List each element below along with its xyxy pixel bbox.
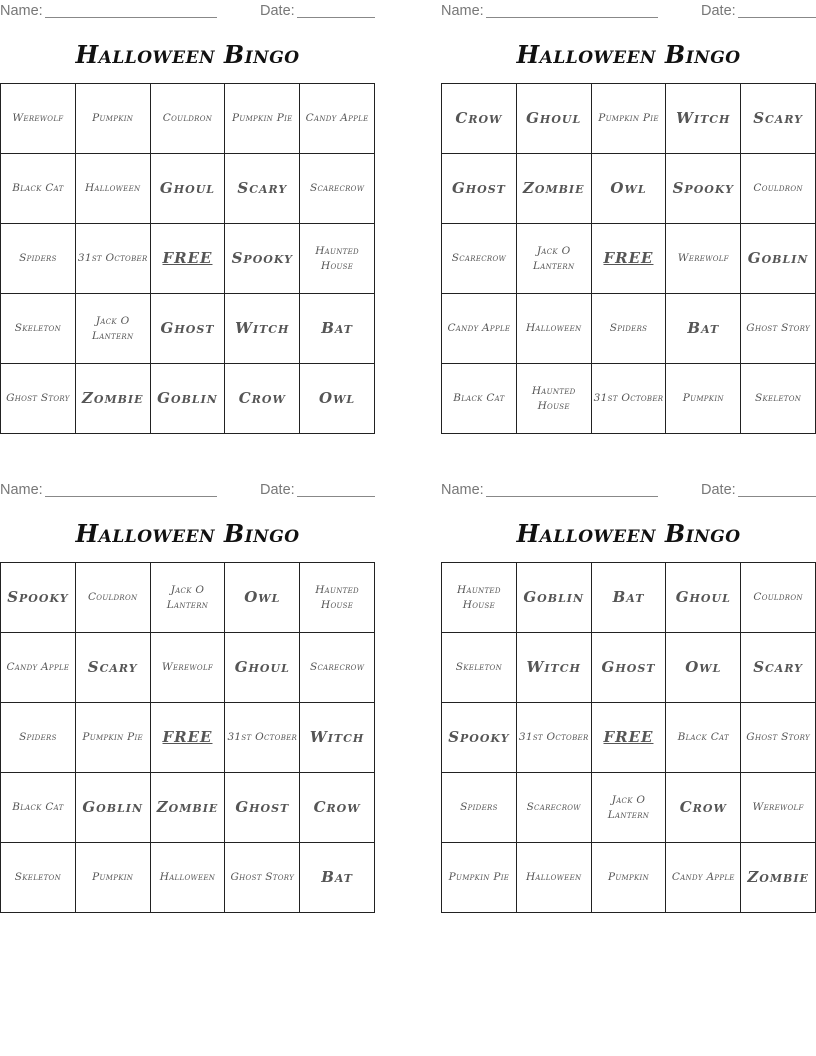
bingo-cell [517, 773, 592, 843]
bingo-cell-text: FREE [162, 728, 213, 746]
free-space-cell [592, 224, 667, 294]
bingo-cell [76, 84, 151, 154]
bingo-cell-text: Jack O Lantern [166, 583, 209, 611]
bingo-cell-text: Spooky [7, 588, 69, 606]
bingo-cell-text: Couldron [162, 112, 213, 124]
bingo-cell-text: Scary [753, 109, 803, 127]
bingo-cell-text: Owl [610, 179, 647, 197]
name-blank-line [45, 496, 217, 497]
bingo-cell [741, 563, 816, 633]
bingo-cell [225, 633, 300, 703]
bingo-cell [1, 633, 76, 703]
bingo-cell [442, 154, 517, 224]
bingo-cell-text: Jack O Lantern [532, 244, 575, 272]
bingo-cell [225, 154, 300, 224]
bingo-cell-text: FREE [603, 728, 654, 746]
bingo-cell [300, 84, 375, 154]
bingo-cell-text: Werewolf [161, 661, 214, 673]
bingo-cell-text: Crow [679, 798, 727, 816]
bingo-cell [741, 703, 816, 773]
bingo-cell [666, 154, 741, 224]
bingo-cell-text: Scarecrow [526, 801, 581, 813]
bingo-cell [76, 364, 151, 434]
bingo-cell [225, 364, 300, 434]
free-space-cell [151, 224, 226, 294]
bingo-cell-text: Crow [455, 109, 503, 127]
bingo-cell [442, 84, 517, 154]
bingo-cell [442, 563, 517, 633]
bingo-cell-text: Scary [753, 658, 803, 676]
bingo-cell-text: Owl [685, 658, 722, 676]
bingo-cell-text: Ghost [235, 798, 290, 816]
name-date-row [441, 2, 816, 20]
bingo-cell-text: Candy Apple [6, 661, 70, 673]
date-blank-line [297, 17, 375, 18]
bingo-cell-text: Zombie [522, 179, 585, 197]
bingo-cell-text: Halloween [525, 871, 582, 883]
bingo-cell-text: Bat [612, 588, 645, 606]
name-blank-line [486, 496, 658, 497]
bingo-cell-text: Spooky [448, 728, 510, 746]
name-date-row [0, 481, 375, 499]
bingo-cell [225, 224, 300, 294]
bingo-cell-text: Witch [526, 658, 581, 676]
bingo-cell-text: 31st October [77, 252, 148, 264]
bingo-cell [76, 294, 151, 364]
bingo-cell-text: Ghost Story [746, 731, 810, 743]
date-label: Date: [701, 482, 736, 498]
bingo-cell [666, 843, 741, 913]
bingo-cell [517, 364, 592, 434]
bingo-cell-text: Pumpkin Pie [448, 871, 510, 883]
free-space-cell [592, 703, 667, 773]
bingo-cell [741, 154, 816, 224]
bingo-cell-text: Ghoul [526, 109, 582, 127]
bingo-cell-text: Halloween [84, 182, 141, 194]
name-label: Name: [0, 482, 43, 498]
bingo-cell [300, 633, 375, 703]
bingo-cell [666, 773, 741, 843]
bingo-cell-text: Spooky [231, 249, 293, 267]
name-date-row [441, 481, 816, 499]
bingo-cell [517, 84, 592, 154]
bingo-cell [1, 703, 76, 773]
bingo-cell-text: Pumpkin [92, 871, 134, 883]
bingo-cell [1, 294, 76, 364]
bingo-cell [300, 843, 375, 913]
bingo-cell [151, 154, 226, 224]
bingo-cell [517, 294, 592, 364]
bingo-cell-text: Skeleton [14, 871, 62, 883]
bingo-cell [225, 84, 300, 154]
bingo-cell-text: Black Cat [677, 731, 729, 743]
bingo-cell-text: Skeleton [14, 322, 62, 334]
date-label: Date: [260, 482, 295, 498]
bingo-cell [76, 843, 151, 913]
bingo-cell [1, 224, 76, 294]
name-label: Name: [441, 482, 484, 498]
date-blank-line [738, 496, 816, 497]
bingo-cell [1, 843, 76, 913]
bingo-cell [151, 563, 226, 633]
bingo-cell-text: Bat [321, 868, 353, 886]
bingo-cell [76, 703, 151, 773]
bingo-cell-text: Jack O Lantern [91, 314, 134, 342]
bingo-cell-text: 31st October [227, 731, 298, 743]
bingo-cell-text: Scarecrow [309, 182, 365, 194]
bingo-cell [76, 224, 151, 294]
bingo-grid [441, 83, 816, 434]
bingo-cell [741, 224, 816, 294]
date-blank-line [297, 496, 375, 497]
bingo-cell-text: Crow [238, 389, 286, 407]
bingo-cell-text: FREE [162, 249, 213, 267]
bingo-cell [517, 843, 592, 913]
bingo-cell [741, 364, 816, 434]
bingo-cell-text: Goblin [157, 389, 218, 407]
bingo-cell-text: Candy Apple [447, 322, 511, 334]
bingo-cell [666, 633, 741, 703]
bingo-cell-text: Witch [676, 109, 731, 127]
bingo-cell [151, 633, 226, 703]
bingo-cell [442, 294, 517, 364]
bingo-cell-text: Crow [313, 798, 361, 816]
bingo-cell-text: Candy Apple [305, 112, 369, 124]
bingo-cell-text: Halloween [159, 871, 216, 883]
bingo-cell [76, 773, 151, 843]
bingo-cell [666, 563, 741, 633]
bingo-cell-text: Ghost [601, 658, 656, 676]
name-blank-line [45, 17, 217, 18]
bingo-cell [666, 224, 741, 294]
bingo-cell-text: Ghost Story [746, 322, 810, 334]
bingo-cell [592, 563, 667, 633]
bingo-cell-text: Pumpkin [682, 392, 724, 404]
bingo-cell [300, 224, 375, 294]
bingo-cell-text: Zombie [156, 798, 219, 816]
bingo-cell [225, 703, 300, 773]
bingo-cell-text: Ghoul [159, 179, 216, 197]
bingo-cell [592, 294, 667, 364]
bingo-cell [592, 364, 667, 434]
bingo-cell-text: Spiders [460, 801, 498, 813]
bingo-cell [517, 154, 592, 224]
bingo-cell [517, 633, 592, 703]
bingo-cell [1, 154, 76, 224]
name-label: Name: [0, 3, 43, 19]
bingo-cell-text: Spiders [19, 731, 57, 743]
date-blank-line [738, 17, 816, 18]
bingo-cell [442, 843, 517, 913]
bingo-cell [666, 84, 741, 154]
bingo-cell [666, 364, 741, 434]
bingo-grid [441, 562, 816, 913]
bingo-cell-text: Werewolf [12, 112, 64, 124]
bingo-cell [592, 633, 667, 703]
bingo-cell [225, 843, 300, 913]
name-date-row [0, 2, 375, 20]
bingo-cell [741, 294, 816, 364]
card-title: Halloween Bingo [75, 519, 300, 548]
bingo-cell [1, 84, 76, 154]
bingo-cell [442, 364, 517, 434]
bingo-cell [592, 773, 667, 843]
bingo-cell [225, 563, 300, 633]
bingo-grid [0, 83, 375, 434]
date-label: Date: [701, 3, 736, 19]
bingo-cell-text: 31st October [593, 392, 664, 404]
bingo-cell-text: Skeleton [455, 661, 503, 673]
name-label: Name: [441, 3, 484, 19]
bingo-cell [76, 563, 151, 633]
bingo-cell-text: Pumpkin Pie [598, 112, 659, 124]
bingo-cell-text: Pumpkin [92, 112, 134, 124]
bingo-cell-text: Ghost [451, 179, 506, 197]
bingo-cell-text: Ghoul [234, 658, 290, 676]
bingo-cell-text: Candy Apple [671, 871, 735, 883]
bingo-cell [151, 84, 226, 154]
bingo-cell-text: Ghost Story [6, 392, 70, 404]
bingo-cell-text: Skeleton [754, 392, 802, 404]
bingo-cell-text: Goblin [523, 588, 584, 606]
bingo-cell [517, 224, 592, 294]
bingo-cell [442, 703, 517, 773]
bingo-cell [225, 773, 300, 843]
bingo-cell [300, 154, 375, 224]
bingo-cell-text: Pumpkin [607, 871, 650, 883]
card-title: Halloween Bingo [516, 40, 741, 69]
bingo-cell-text: Couldron [753, 591, 803, 603]
bingo-cell-text: 31st October [518, 731, 589, 743]
bingo-cell-text: Witch [309, 728, 365, 746]
free-space-cell [151, 703, 226, 773]
bingo-cell-text: Zombie [747, 868, 809, 886]
bingo-cell-text: Couldron [87, 591, 138, 603]
bingo-cell-text: Bat [321, 319, 353, 337]
bingo-cell [741, 843, 816, 913]
bingo-cell [666, 703, 741, 773]
bingo-cell [442, 773, 517, 843]
bingo-cell [151, 294, 226, 364]
bingo-cell-text: Ghost Story [230, 871, 295, 883]
bingo-cell-text: Spiders [19, 252, 57, 264]
bingo-cell [666, 294, 741, 364]
bingo-cell-text: Pumpkin Pie [82, 731, 143, 743]
bingo-cell-text: Haunted House [531, 384, 576, 412]
bingo-cell-text: Owl [244, 588, 281, 606]
card-title: Halloween Bingo [516, 519, 741, 548]
bingo-cell-text: Pumpkin Pie [232, 112, 293, 124]
bingo-cell [76, 633, 151, 703]
bingo-cell [151, 843, 226, 913]
bingo-cell-text: Scary [237, 179, 288, 197]
bingo-cell [1, 773, 76, 843]
bingo-cell-text: Jack O Lantern [607, 793, 650, 821]
bingo-cell [300, 773, 375, 843]
bingo-cell [592, 84, 667, 154]
bingo-cell [442, 633, 517, 703]
bingo-cell-text: Halloween [525, 322, 582, 334]
bingo-cell-text: Haunted House [315, 244, 359, 272]
bingo-cell [1, 563, 76, 633]
bingo-cell-text: Owl [319, 389, 356, 407]
bingo-cell-text: Ghost [160, 319, 215, 337]
bingo-cell-text: Haunted House [457, 583, 501, 611]
bingo-cell-text: Black Cat [12, 182, 64, 194]
bingo-cell-text: Black Cat [453, 392, 505, 404]
bingo-cell [1, 364, 76, 434]
bingo-cell [151, 773, 226, 843]
bingo-cell-text: Black Cat [12, 801, 64, 813]
bingo-cell [741, 633, 816, 703]
bingo-cell-text: Witch [235, 319, 290, 337]
bingo-cell [517, 703, 592, 773]
date-label: Date: [260, 3, 295, 19]
bingo-cell-text: Werewolf [677, 252, 729, 264]
bingo-cell-text: Scarecrow [451, 252, 507, 264]
bingo-cell [741, 773, 816, 843]
bingo-cell [592, 843, 667, 913]
bingo-cell-text: Couldron [753, 182, 803, 194]
bingo-cell-text: Scary [87, 658, 138, 676]
bingo-cell-text: Zombie [81, 389, 144, 407]
bingo-cell-text: Spooky [672, 179, 734, 197]
bingo-cell [76, 154, 151, 224]
bingo-cell [517, 563, 592, 633]
bingo-cell-text: Scarecrow [309, 661, 365, 673]
bingo-cell [151, 364, 226, 434]
bingo-cell [300, 294, 375, 364]
bingo-cell-text: Bat [687, 319, 720, 337]
bingo-grid [0, 562, 375, 913]
bingo-cell [442, 224, 517, 294]
bingo-cell-text: FREE [603, 249, 654, 267]
bingo-cell [225, 294, 300, 364]
card-title: Halloween Bingo [75, 40, 300, 69]
bingo-cell [300, 563, 375, 633]
bingo-cell-text: Goblin [82, 798, 143, 816]
bingo-cell-text: Spiders [609, 322, 648, 334]
bingo-cell-text: Haunted House [315, 583, 359, 611]
bingo-cell-text: Goblin [747, 249, 809, 267]
bingo-cell [741, 84, 816, 154]
bingo-cell-text: Ghoul [675, 588, 731, 606]
bingo-cell-text: Werewolf [752, 801, 804, 813]
name-blank-line [486, 17, 658, 18]
bingo-cell [300, 364, 375, 434]
bingo-cell [300, 703, 375, 773]
bingo-cell [592, 154, 667, 224]
